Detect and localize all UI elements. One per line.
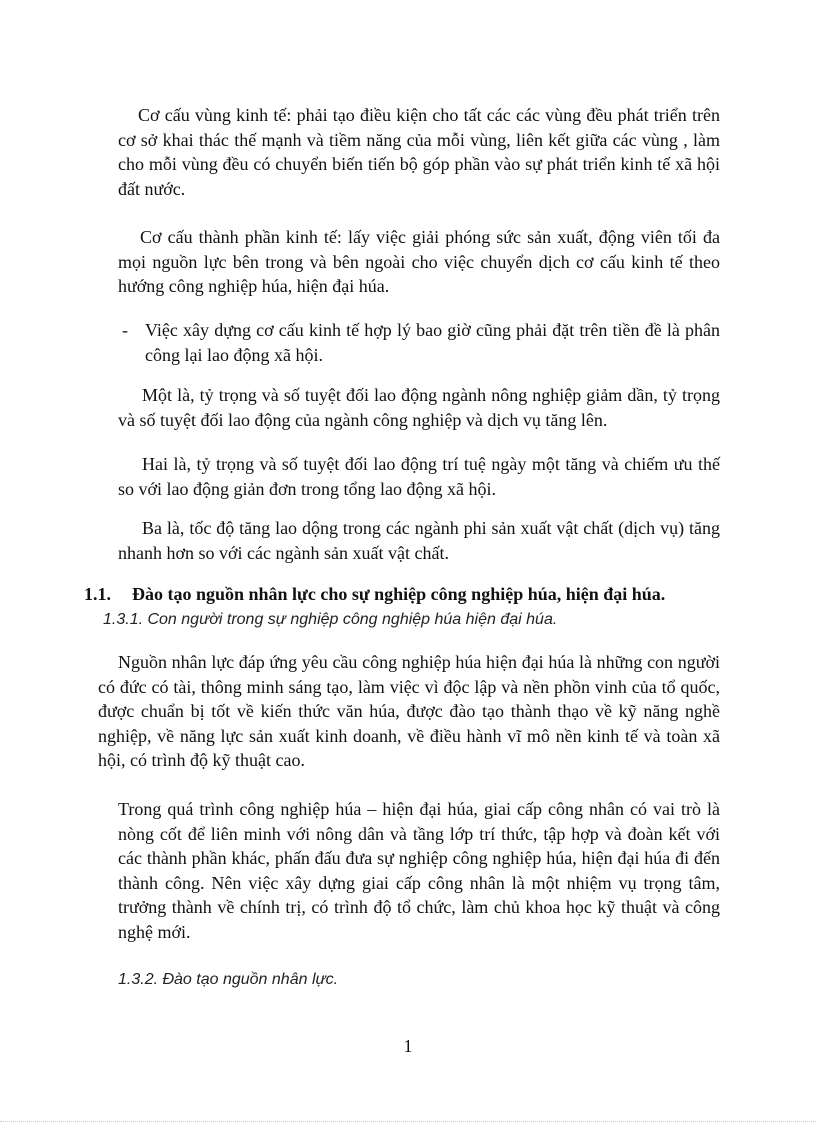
paragraph-third-point: Ba là, tốc độ tăng lao dộng trong các ngành phi sản xuất vật chất (dịch vụ) tăng nhanh hơn so với các ngành sản xuất vật chất. [118, 518, 720, 563]
section-heading [84, 582, 665, 606]
bullet-dash: - [122, 320, 128, 340]
paragraph-regional-structure: Cơ cấu vùng kinh tế: phải tạo điều kiện cho tất các các vùng đều phát triển trên cơ sở khai thác thế mạnh và tiềm năng của mỗi vùng, liên kết giữa các vùng , làm cho mỗi vùng đều có chuyển biến tiến bộ góp phần vào sự phát triển kinh tế xã hội đất nước. [118, 105, 720, 199]
paragraph-working-class: Trong quá trình công nghiệp húa – hiện đại húa, giai cấp công nhân có vai trò là nòng cốt để liên minh với nông dân và tầng lớp trí thức, tập hợp và đoàn kết với các thành phần khác, phấn đấu đưa sự nghiệp công nghiệp húa, hiện đại húa đi đến thành công. Nên việc xây dựng giai cấp công nhân là một nhiệm vụ trọng tâm, trưởng thành về chính trị, có trình độ tổ chức, làm chủ khoa học kỹ thuật và công nghệ mới. [118, 799, 720, 942]
paragraph-first-point: Một là, tỷ trọng và số tuyệt đối lao động ngành nông nghiệp giảm dần, tỷ trọng và số tuyệt đối lao động của ngành công nghiệp và dịch vụ tăng lên. [118, 385, 720, 430]
bullet-item-labor-division: Việc xây dựng cơ cấu kinh tế hợp lý bao giờ cũng phải đặt trên tiền đề là phân công lại lao động xã hội. [145, 320, 720, 365]
paragraph-economic-sectors: Cơ cấu thành phần kinh tế: lấy việc giải phóng sức sản xuất, động viên tối đa mọi nguồn lực bên trong và bên ngoài cho việc chuyển dịch cơ cấu kinh tế theo hướng công nghiệp húa, hiện đại húa. [118, 227, 720, 296]
section-number: 1.1. [84, 584, 111, 604]
paragraph-human-resources: Nguồn nhân lực đáp ứng yêu cầu công nghiệp húa hiện đại húa là những con người có đức có tài, thông minh sáng tạo, làm việc vì độc lập và nền phồn vinh của tổ quốc, được chuẩn bị tốt về kiến thức văn húa, được đào tạo thành thạo về kỹ năng nghề nghiệp, về năng lực sản xuất kinh doanh, về điều hành vĩ mô nền kinh tế và toàn xã hội, có trình độ kỹ thuật cao. [98, 652, 720, 770]
section-title: Đào tạo nguồn nhân lực cho sự nghiệp công nghiệp húa, hiện đại húa. [132, 584, 666, 604]
subheading-people: 1.3.1. Con người trong sự nghiệp công nghiệp húa hiện đại húa. [103, 611, 558, 628]
page-bottom-divider [0, 1121, 816, 1122]
paragraph-second-point: Hai là, tỷ trọng và số tuyệt đối lao động trí tuệ ngày một tăng và chiếm ưu thế so với lao động giản đơn trong tổng lao động xã hội. [118, 454, 720, 499]
subheading-training: 1.3.2. Đào tạo nguồn nhân lực. [118, 971, 339, 988]
page-number: 1 [403, 1036, 413, 1056]
